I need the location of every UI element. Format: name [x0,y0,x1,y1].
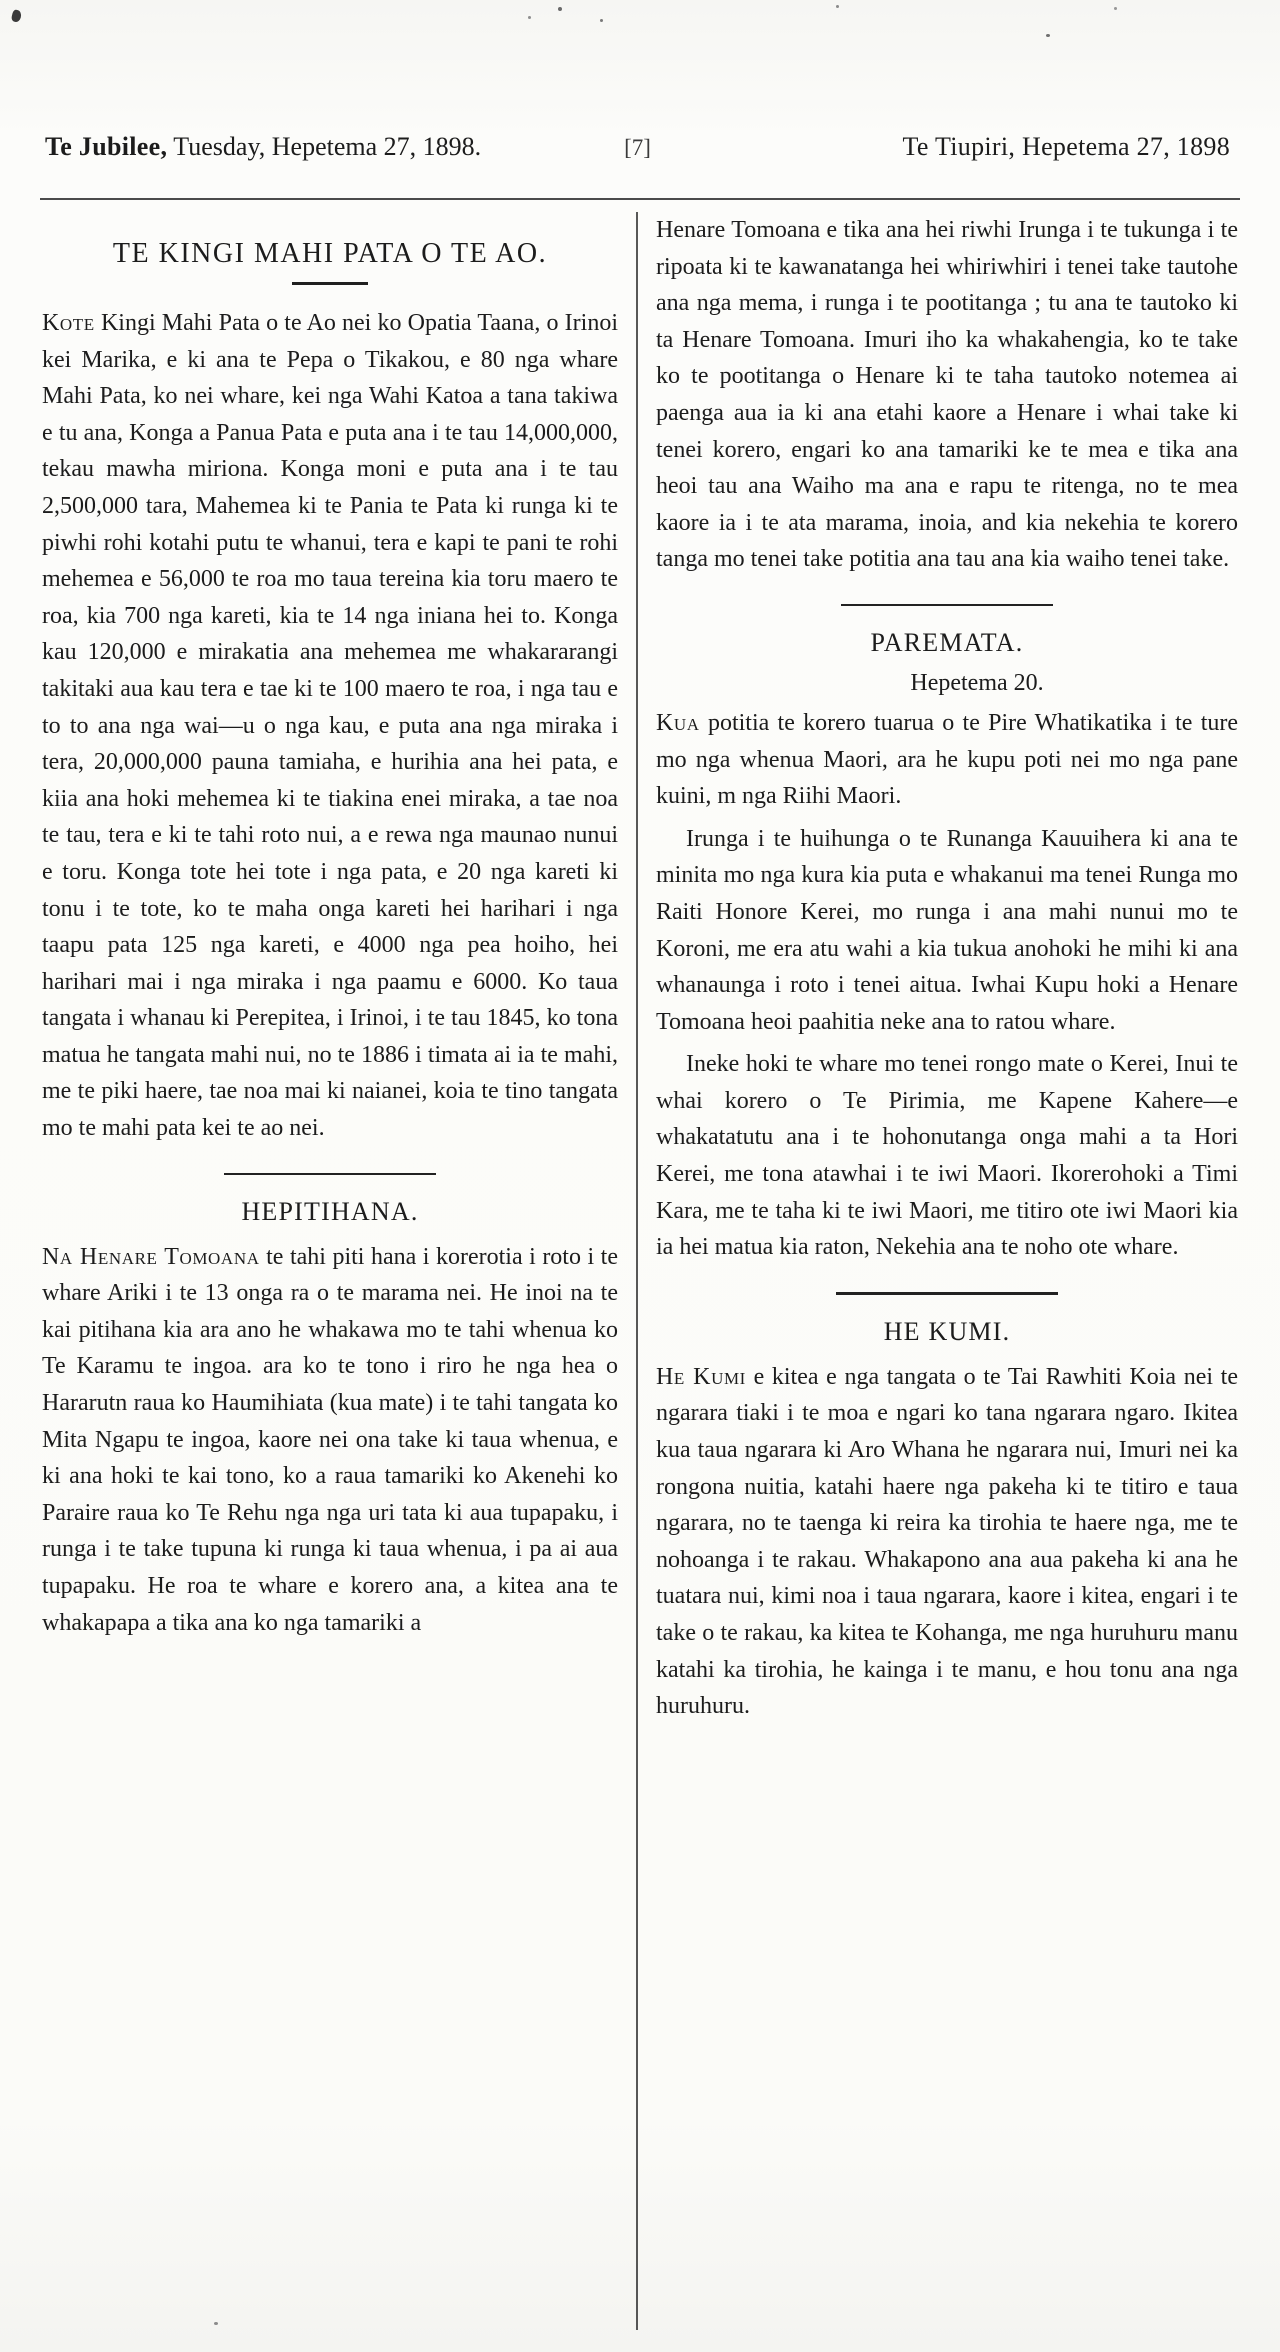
article-body-hepitihana [42,1239,618,1642]
paremata-para-1 [656,705,1238,815]
article-title-hepitihana: HEPITIHANA. [241,1196,419,1226]
masthead-right: Te Tiupiri, Hepetema 27, 1898 [902,132,1231,161]
article-text-hepitihana: te tahi piti hana i korerotia i roto i te whare Ariki i te 13 onga ra o te marama nei. He inoi na te kai pitihana kia ara ano he whakawa mo te tahi whenua ko Te Karamu te ingoa. ara ko te tono i riro he nga hea o Hararutn raua ko Haumihiata (kua mate) i te tahi tangata ko Mita Ngapu te ingoa, kaore nei ona take ki taua whenua, e ki ana hoki te kai tono, ko a raua tamariki ko Akenehi ko Paraire raua ko Te Rehu nga nga uri tata ki aua tupapaku, i runga i te take tupuna ki runga ki taua whenua, i pa ai aua tupapaku. He roa te whare e korero ana, a kitea ana te whakapapa a tika ana ko nga tamariki a [42,1243,618,1636]
continuation-paragraph [656,212,1238,578]
masthead-left [45,132,624,162]
scan-speck [528,16,531,19]
lead-word-hepitihana: Na Henare Tomoana [42,1243,260,1270]
left-column [42,212,618,2330]
scan-speck [1046,34,1050,37]
article-text-kumi: e kitea e nga tangata o te Tai Rawhiti Koia nei te ngarara tiaki i te moa e ngari ko tana ngarara ngaro. Ikitea kua taua ngarara ki Aro Whana he ngarara nui, Imuri nei ka rongona nuitia, katahi haere nga pakeha ki te titiro e taua ngarara, no te taenga ki reira ka tirohia te haere nga, me te nohoanga i te rakau. Whakapono ana aua pakeha ki ana he tuatara nui, kimi noa i taua ngarara, kaore i kitea, engari i te take o te rakau, ka kitea te Kohanga, me nga huruhuru manu katahi ka tirohia, he kainga i te manu, e hou tonu ana nga huruhuru. [656,1363,1238,1720]
article-title-kumi: HE KUMI. [883,1316,1011,1346]
scan-speck [836,5,839,8]
scan-speck [600,19,603,22]
masthead-left-title: Te Jubilee, [45,132,168,161]
article-body-kingi [42,305,618,1147]
scan-speck [11,9,23,23]
right-column [656,212,1238,2330]
article-body-kumi [656,1359,1238,1725]
masthead [45,132,1230,162]
section-divider [841,604,1053,606]
section-divider [224,1173,436,1175]
lead-word-kingi: Kote [42,310,95,336]
paremata-text-1: potitia te korero tuarua o te Pire Whatikatika i te ture mo nga whenua Maori, ara he kupu poti nei mo nga pane kuini, m nga Riihi Maori. [656,709,1238,810]
scan-speck [1114,7,1117,10]
lead-word-kumi: He Kumi [656,1363,746,1390]
section-divider [836,1292,1058,1295]
article-text-kingi: Kingi Mahi Pata o te Ao nei ko Opatia Taana, o Irinoi kei Marika, e ki ana te Pepa o Tikakou, e 80 nga whare Mahi Pata, ko nei whare, kei nga Wahi Katoa a tana takiwa e tu ana, Konga a Panua Pata e puta ana i te tau 14,000,000, tekau mawha miriona. Konga moni e puta ana i te tau 2,500,000 tara, Mahemea ki te Pania te Pata ki runga ki te piwhi rohi kotahi putu te whanui, tera e kapi te pani te rohi mehemea e 56,000 te roa mo taua tereina kia toru maero te roa, kia 700 nga kareti, kia te 14 nga iniana hei to. Konga kau 120,000 e mirakatia ana mehemea me whakararangi takitaki aua kau tera e tae ki te 100 maero te roa, i nga tau e to to ana nga wai—u o nga kau, e puta ana nga miraka i tera, 20,000,000 pauna tamiaha, e hurihia ana hei pata, e kiia ana hoki mehemea ki te tiakina enei miraka, a tae noa te tau, tera e ki te tahi roto nui, a e rewa nga maunao nunui e toru. Konga tote hei tote i nga pata, e 20 nga kareti ki tonu i te tote, ko te maha onga kareti hei harihari i nga taapu pata 125 nga kareti, e 4000 nga pea hoiho, hei harihari mai i nga miraka i nga paamu e 6000. Ko taua tangata i whanau ki Perepitea, i Irinoi, i te tau 1845, ko tona matua he tangata mahi nui, no te 1886 i timata ai ia te mahi, me te piki haere, tae noa mai ki naianei, koia te tino tangata mo te mahi pata kei te ao nei. [42,310,618,1142]
article-title-kingi: TE KINGI MAHI PATA O TE AO. [112,238,548,269]
paremata-para-3: Ineke hoki te whare mo tenei rongo mate o Kerei, Inui te whai korero o Te Pirimia, me Kapene Kahere—e whakatatutu ana i te hohonutanga onga mahi a ta Hori Kerei, me tona atawhai i te iwi Maori. Ikorerohoki a Timi Kara, me te taha ki te iwi Maori, me titiro ote iwi Maori kia ia hei matua kia raton, Nekehia ana te noho ote whare. [656,1051,1238,1261]
scan-speck [558,7,562,11]
header-rule [40,198,1240,200]
columns [42,212,1238,2330]
page-number: [7] [624,135,651,160]
title-rule [292,282,368,285]
continuation-text: Henare Tomoana e tika ana hei riwhi Irunga i te tukunga i te ripoata ki te kawanatanga hei whiriwhiri i tenei take tautohe ana nga mema, i runga i te pootitanga ; tu ana te tautoko ki ta Henare Tomoana. Imuri iho ka whakahengia, ko te take ko te pootitanga o Henare ki te taha tautoko notemea ai paenga aua ia ki ana etahi kaore a Henare i whai take ki tenei korero, engari ko ana tamariki ke te mea e tika ana heoi tau ana Waiho ma ana e rapu te ritenga, no te mea kaore ia i te ata marama, inoia, and kia nekehia te korero tanga mo tenei take potitia ana tau ana kia waiho tenei take. [656,217,1238,573]
article-title-paremata: PAREMATA. [870,627,1024,657]
dateline: Hepetema 20. [910,669,1044,696]
column-divider-rule [636,212,638,2330]
lead-word-paremata: Kua [656,709,700,736]
masthead-left-date: Tuesday, Hepetema 27, 1898. [167,132,482,161]
paremata-para-2: Irunga i te huihunga o te Runanga Kauuihera ki ana te minita mo nga kura kia puta e whakanui ma tenei Runga mo Raiti Honore Kerei, mo runga i ana mahi nunui mo te Koroni, me era atu wahi a kia tukua anohoki he mihi ki ana whanaunga i roto i tenei aitua. Iwhai Kupu hoki a Henare Tomoana heoi paahitia neke ana to ratou whare. [656,825,1238,1035]
